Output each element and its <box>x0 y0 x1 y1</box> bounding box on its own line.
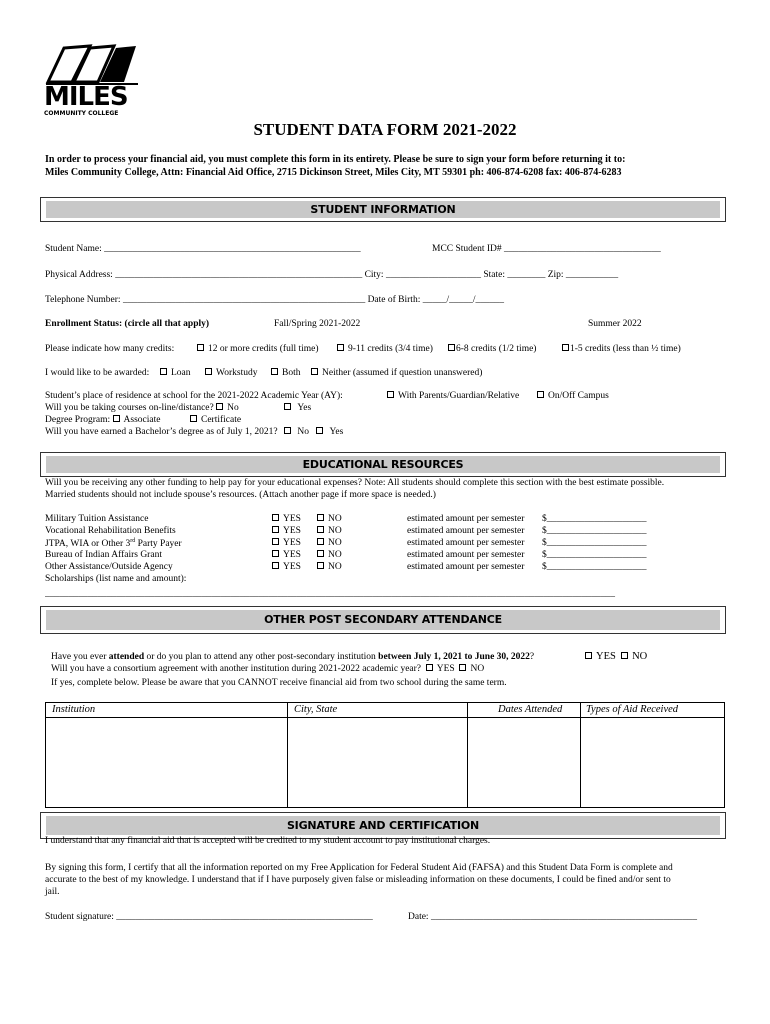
signature-field[interactable]: Student signature: ______________________________________________________ <box>45 912 373 922</box>
checkbox-icon[interactable] <box>160 368 167 375</box>
credits-option-less-half[interactable]: 1-5 credits (less than ½ time) <box>562 344 681 354</box>
sig-para-2b: accurate to the best of my knowledge. I understand that if I have purposely given false or misleading information on these documents, I could be fined and/or sent to <box>45 875 671 885</box>
degree-question: Degree Program: Associate <box>45 415 161 425</box>
checkbox-icon[interactable] <box>190 415 197 422</box>
scholarship-line[interactable]: ________________________________________________________________________________________________________________________ <box>45 589 615 599</box>
column-header: Institution <box>52 704 96 715</box>
checkbox-icon[interactable] <box>562 344 569 351</box>
amount-field[interactable]: $_____________________ <box>542 550 647 560</box>
amount-field[interactable]: $_____________________ <box>542 526 647 536</box>
checkbox-icon[interactable] <box>284 427 291 434</box>
student-name-field[interactable]: Student Name: ______________________________________________________ <box>45 244 361 254</box>
column-header: Dates Attended <box>498 704 563 715</box>
online-question: Will you be taking courses on-line/distance? No <box>45 403 239 413</box>
section-title: SIGNATURE AND CERTIFICATION <box>46 816 720 835</box>
educational-resources-header <box>40 452 726 477</box>
college-logo <box>44 44 140 122</box>
institution-table <box>45 702 725 808</box>
amount-field[interactable]: $_____________________ <box>542 538 647 548</box>
edu-note-1: Will you be receiving any other funding to help pay for your educational expenses? Note: All students should complete this section with the best estimate possible. <box>45 478 665 488</box>
credits-option-full[interactable]: 12 or more credits (full time) <box>197 344 319 354</box>
checkbox-icon[interactable] <box>113 415 120 422</box>
checkbox-icon[interactable] <box>271 368 278 375</box>
amount-field[interactable]: $_____________________ <box>542 562 647 572</box>
phone-field[interactable]: Telephone Number: ___________________________________________________ Date of Birth: _____/_____/______ <box>45 295 504 305</box>
fall-spring-option[interactable]: Fall/Spring 2021-2022 <box>274 319 361 329</box>
sig-para-2a: By signing this form, I certify that all the information reported on my Free Application for Federal Student Aid (FAFSA) and this Student Data Form is complete and <box>45 863 673 873</box>
page-title: STUDENT DATA FORM 2021-2022 <box>253 120 517 139</box>
sig-para-1: I understand that any financial aid that is accepted will be credited to my student account to pay institutional charges. <box>45 836 491 846</box>
edu-row-other: Other Assistance/Outside Agency YES NO estimated amount per semester $_____________________ <box>45 562 647 572</box>
date-field[interactable]: Date: ________________________________________________________ <box>408 912 697 922</box>
checkbox-icon[interactable] <box>272 562 279 569</box>
checkbox-icon[interactable] <box>205 368 212 375</box>
edu-row-jtpa: JTPA, WIA or Other 3rd Party Payer YES NO estimated amount per semester $_____________________ <box>45 538 647 550</box>
checkbox-icon[interactable] <box>316 427 323 434</box>
checkbox-icon[interactable] <box>426 664 433 671</box>
logo-name: MILES <box>44 82 128 112</box>
checkbox-icon[interactable] <box>272 526 279 533</box>
enrollment-label: Enrollment Status: (circle all that apply) <box>45 319 210 329</box>
amount-field[interactable]: $_____________________ <box>542 514 647 524</box>
checkbox-icon[interactable] <box>216 403 223 410</box>
checkbox-icon[interactable] <box>284 403 291 410</box>
column-header: City, State <box>294 704 338 715</box>
residence-parents[interactable]: With Parents/Guardian/Relative <box>387 391 519 401</box>
intro-line-1: In order to process your financial aid, you must complete this form in its entirety. Please be sure to sign your form before returning it to: <box>45 154 626 165</box>
checkbox-icon[interactable] <box>317 538 324 545</box>
award-workstudy[interactable]: Workstudy <box>205 368 257 378</box>
checkbox-icon[interactable] <box>272 538 279 545</box>
column-header: Types of Aid Received <box>586 704 679 715</box>
online-yes[interactable]: Yes <box>284 403 311 413</box>
checkbox-icon[interactable] <box>537 391 544 398</box>
residence-label: Student’s place of residence at school for the 2021-2022 Academic Year (AY): <box>45 391 343 401</box>
checkbox-icon[interactable] <box>459 664 466 671</box>
checkbox-icon[interactable] <box>448 344 455 351</box>
award-both[interactable]: Both <box>271 368 300 378</box>
other-attendance-header <box>40 606 726 634</box>
edu-row-vocational: Vocational Rehabilitation Benefits YES NO estimated amount per semester $_____________________ <box>45 526 647 536</box>
edu-row-military: Military Tuition Assistance YES NO estimated amount per semester $_____________________ <box>45 514 647 524</box>
student-info-header <box>40 197 726 222</box>
credits-option-three-quarter[interactable]: 9-11 credits (3/4 time) <box>337 344 433 354</box>
award-neither[interactable]: Neither (assumed if question unanswered) <box>311 368 482 378</box>
checkbox-icon[interactable] <box>387 391 394 398</box>
checkbox-icon[interactable] <box>317 550 324 557</box>
bachelor-question: Will you have earned a Bachelor’s degree as of July 1, 2021? No Yes <box>45 427 344 437</box>
attendance-yes-no[interactable]: YES NO <box>585 651 647 662</box>
checkbox-icon[interactable] <box>337 344 344 351</box>
section-title: STUDENT INFORMATION <box>46 201 720 218</box>
attendance-note: If yes, complete below. Please be aware that you CANNOT receive financial aid from two school during the same term. <box>51 678 507 688</box>
award-loan[interactable]: Loan <box>160 368 191 378</box>
scholarship-label: Scholarships (list name and amount): <box>45 574 187 584</box>
attendance-question: Have you ever attended or do you plan to attend any other post-secondary institution between July 1, 2021 to June 30, 2022? <box>51 652 535 662</box>
checkbox-icon[interactable] <box>317 514 324 521</box>
summer-option[interactable]: Summer 2022 <box>588 319 642 329</box>
consortium-question: Will you have a consortium agreement with another institution during 2021-2022 academic year? YES NO <box>51 664 485 674</box>
checkbox-icon[interactable] <box>311 368 318 375</box>
residence-campus[interactable]: On/Off Campus <box>537 391 609 401</box>
section-title: OTHER POST SECONDARY ATTENDANCE <box>46 610 720 630</box>
checkbox-icon[interactable] <box>317 562 324 569</box>
intro-line-2: Miles Community College, Attn: Financial Aid Office, 2715 Dickinson Street, Miles City, MT 59301 ph: 406-874-6208 fax: 406-874-6283 <box>45 167 622 178</box>
checkbox-icon[interactable] <box>197 344 204 351</box>
mcc-id-field[interactable]: MCC Student ID# _________________________________ <box>432 244 661 254</box>
signature-header <box>40 812 726 839</box>
credits-option-half[interactable]: 6-8 credits (1/2 time) <box>448 344 536 354</box>
checkbox-icon[interactable] <box>272 550 279 557</box>
checkbox-icon[interactable] <box>317 526 324 533</box>
edu-row-bia: Bureau of Indian Affairs Grant YES NO estimated amount per semester $_____________________ <box>45 550 647 560</box>
degree-certificate[interactable]: Certificate <box>190 415 241 425</box>
sig-para-2c: jail. <box>45 887 60 897</box>
address-field[interactable]: Physical Address: ____________________________________________________ City: ____________________ State: ________ Zip: ___________ <box>45 270 619 280</box>
award-label: I would like to be awarded: <box>45 368 150 378</box>
edu-note-2: Married students should not include spouse’s resources. (Attach another page if more space is needed.) <box>45 490 436 500</box>
checkbox-icon[interactable] <box>621 652 628 659</box>
checkbox-icon[interactable] <box>585 652 592 659</box>
checkbox-icon[interactable] <box>272 514 279 521</box>
logo-subtitle: COMMUNITY COLLEGE <box>44 110 119 117</box>
section-title: EDUCATIONAL RESOURCES <box>46 456 720 473</box>
credits-label: Please indicate how many credits: <box>45 344 175 354</box>
